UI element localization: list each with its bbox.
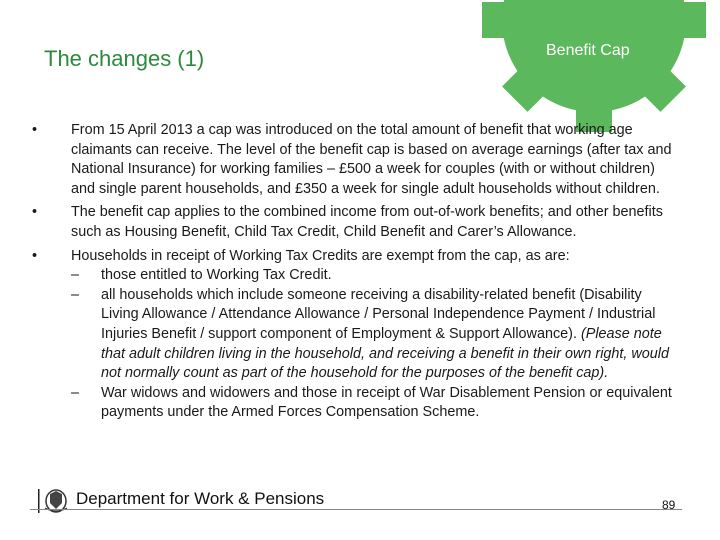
sub-item-regular: all households which include someone receiving a disability-related benefit (Disability Living Allowance / Attendance Allowance / Personal Independence Payment / Industrial Injuries Benefit / support component of Employment & Support Allowance). xyxy=(101,286,656,342)
dash-marker: – xyxy=(71,267,80,284)
footer-divider xyxy=(30,509,682,510)
sub-item xyxy=(71,286,680,384)
dash-marker: – xyxy=(71,286,80,303)
royal-crest-icon xyxy=(36,488,70,514)
department-name: Department for Work & Pensions xyxy=(76,489,325,508)
bullet-item xyxy=(30,247,680,267)
gear-label: Benefit Cap xyxy=(546,42,630,59)
slide-title: The changes (1) xyxy=(44,46,205,71)
bullet-item xyxy=(30,203,680,242)
sub-item-text: War widows and widowers and those in receipt of War Disablement Pension or equivalent payments under the Armed Forces Compensation Scheme. xyxy=(101,384,672,421)
sub-item-italic-note: (Please note that adult children living in the household, and receiving a benefit in their own right, would not normally count as part of the household for the purposes of the benefit cap). xyxy=(101,325,669,382)
bullet-text: The benefit cap applies to the combined income from out-of-work benefits; and other benefits such as Housing Benefit, Child Tax Credit, Child Benefit and Carer’s Allowance. xyxy=(71,204,663,240)
bullet-list xyxy=(30,121,680,423)
sub-item xyxy=(71,384,680,423)
bullet-marker: • xyxy=(32,122,38,138)
sub-item-text: those entitled to Working Tax Credit. xyxy=(101,267,332,284)
bullet-text: Households in receipt of Working Tax Credits are exempt from the cap, as are: xyxy=(71,247,570,264)
bullet-marker: • xyxy=(32,204,38,221)
dash-marker: – xyxy=(71,384,80,401)
sub-item-text xyxy=(101,286,680,384)
page-number: 89 xyxy=(662,498,676,512)
bullet-item xyxy=(30,121,680,199)
bullet-marker: • xyxy=(32,247,38,264)
bullet-text: From 15 April 2013 a cap was introduced on the total amount of benefit that working age claimants can receive. The level of the benefit cap is based on average earnings (after tax and National Insurance) for working families – £500 a week for couples (with or without children) and single parent households, and £350 a week for single adult households without children. xyxy=(71,122,672,197)
sub-item xyxy=(71,266,680,286)
